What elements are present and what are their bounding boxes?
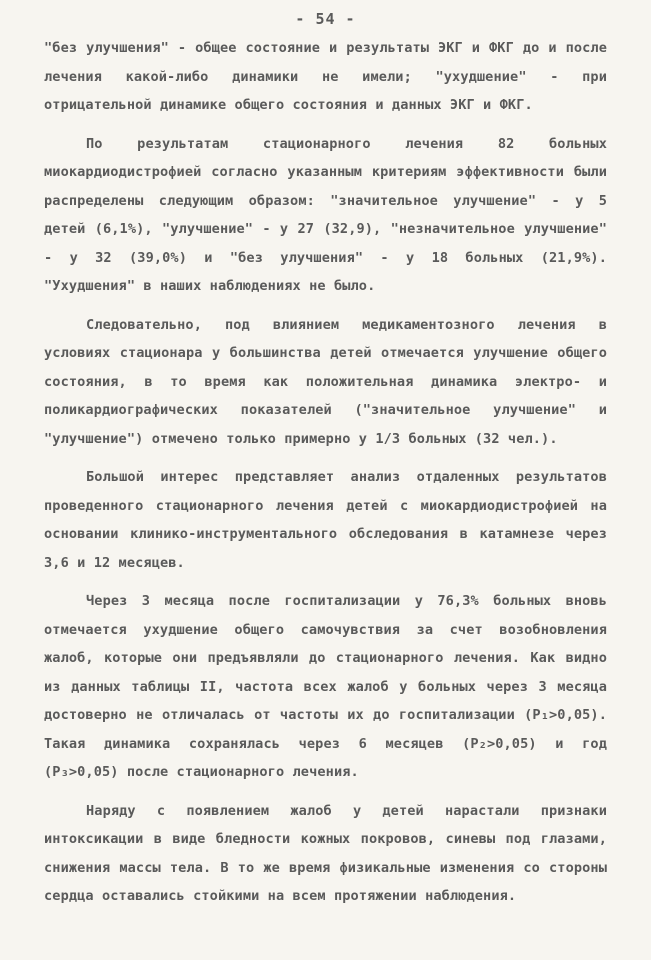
paragraph-2: По результатам стационарного лечения 82 больных миокардиодистрофией согласно указанным критериям эффективности были распределены следующим образом: "значительное улучшение" - у 5 детей (6,1%), "улучшение" - у 27 (32,9), "незначительное улучшение" - у 32 (39,0%) и "без улучшения" - у 18 больных (21,9%). "Ухудшения" в наших наблюдениях не было. (44, 135, 607, 294)
paragraph-3: Следовательно, под влиянием медикаментозного лечения в условиях стационара у большинства детей отмечается улучшение общего состояния, в то время как положительная динамика электро- и поликардиографических показателей ("значительное улучшение" и "улучшение") отмечено только примерно у 1/3 больных (32 чел.). (44, 316, 607, 447)
paragraph-5: Через 3 месяца после госпитализации у 76,3% больных вновь отмечается ухудшение общего самочувствия за счет возобновления жалоб, которые они предъявляли до стационарного лечения. Как видно из данных таблицы II, частота всех жалоб у больных через 3 месяца достоверно не отличалась от частоты их до госпитализации (P₁>0,05). Такая динамика сохранялась через 6 месяцев (P₂>0,05) и год (P₃>0,05) после стационарного лечения. (44, 593, 607, 780)
paragraph-4: Большой интерес представляет анализ отдаленных результатов проведенного стационарного лечения детей с миокардиодистрофией на основании клинико-инструментального обследования в катамнезе через 3,6 и 12 месяцев. (44, 469, 607, 571)
paragraph-1: "без улучшения" - общее состояние и результаты ЭКГ и ФКГ до и после лечения какой-либо динамики не имели; "ухудшение" - при отрицательной динамике общего состояния и данных ЭКГ и ФКГ. (44, 40, 607, 113)
page-number: - 54 - (295, 10, 356, 28)
paragraph-6: Наряду с появлением жалоб у детей нарастали признаки интоксикации в виде бледности кожных покровов, синевы под глазами, снижения массы тела. В то же время физикальные изменения со стороны сердца оставались стойкими на всем протяжении наблюдения. (44, 802, 607, 904)
